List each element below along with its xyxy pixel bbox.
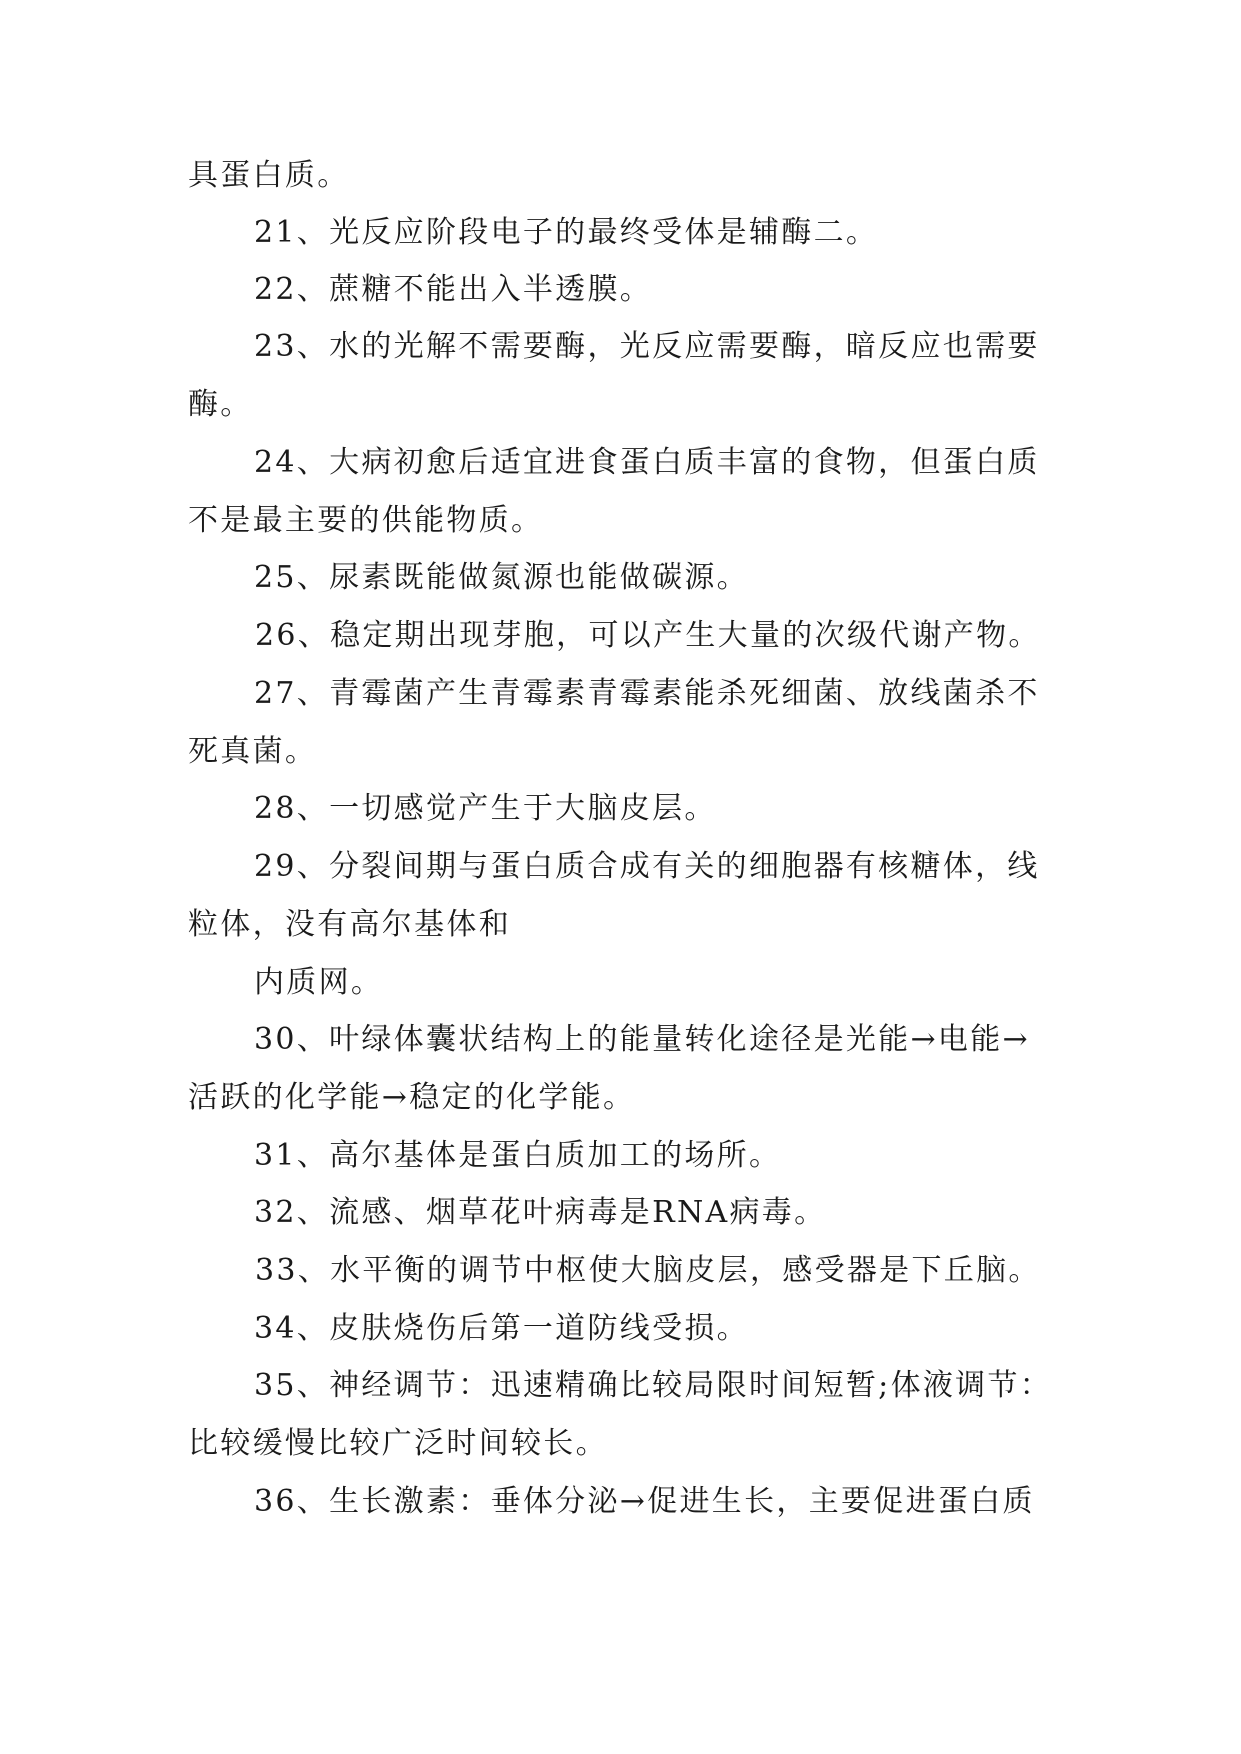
text-line: 酶。 xyxy=(188,387,253,422)
text-line: 不是最主要的供能物质。 xyxy=(188,503,544,538)
text-line: 30、叶绿体囊状结构上的能量转化途径是光能→电能→ xyxy=(254,1022,1030,1057)
text-line: 24、大病初愈后适宜进食蛋白质丰富的食物，但蛋白质 xyxy=(254,445,1040,480)
text-line: 29、分裂间期与蛋白质合成有关的细胞器有核糖体，线 xyxy=(254,849,1040,884)
text-line: 28、一切感觉产生于大脑皮层。 xyxy=(254,791,717,826)
text-line: 32、流感、烟草花叶病毒是RNA病毒。 xyxy=(254,1195,827,1230)
text-line: 35、神经调节：迅速精确比较局限时间短暂;体液调节： xyxy=(254,1368,1053,1403)
text-line: 22、蔗糖不能出入半透膜。 xyxy=(254,272,653,307)
text-line: 比较缓慢比较广泛时间较长。 xyxy=(188,1426,608,1461)
text-line: 27、青霉菌产生青霉素青霉素能杀死细菌、放线菌杀不 xyxy=(254,676,1040,711)
text-line: 死真菌。 xyxy=(188,734,318,769)
text-line: 内质网。 xyxy=(254,965,384,1000)
text-line: 34、皮肤烧伤后第一道防线受损。 xyxy=(254,1311,749,1346)
text-line: 25、尿素既能做氮源也能做碳源。 xyxy=(254,560,749,595)
text-line: 36、生长激素：垂体分泌→促进生长，主要促进蛋白质 xyxy=(254,1484,1035,1519)
text-line: 活跃的化学能→稳定的化学能。 xyxy=(188,1080,636,1115)
text-line: 31、高尔基体是蛋白质加工的场所。 xyxy=(254,1138,782,1173)
text-line: 粒体，没有高尔基体和 xyxy=(188,907,511,942)
text-line: 33、水平衡的调节中枢使大脑皮层，感受器是下丘脑。 xyxy=(255,1253,1041,1288)
text-line: 具蛋白质。 xyxy=(188,158,350,193)
text-line: 21、光反应阶段电子的最终受体是辅酶二。 xyxy=(254,215,879,250)
text-line: 23、水的光解不需要酶，光反应需要酶，暗反应也需要 xyxy=(254,329,1040,364)
text-line: 26、稳定期出现芽胞，可以产生大量的次级代谢产物。 xyxy=(255,618,1041,653)
